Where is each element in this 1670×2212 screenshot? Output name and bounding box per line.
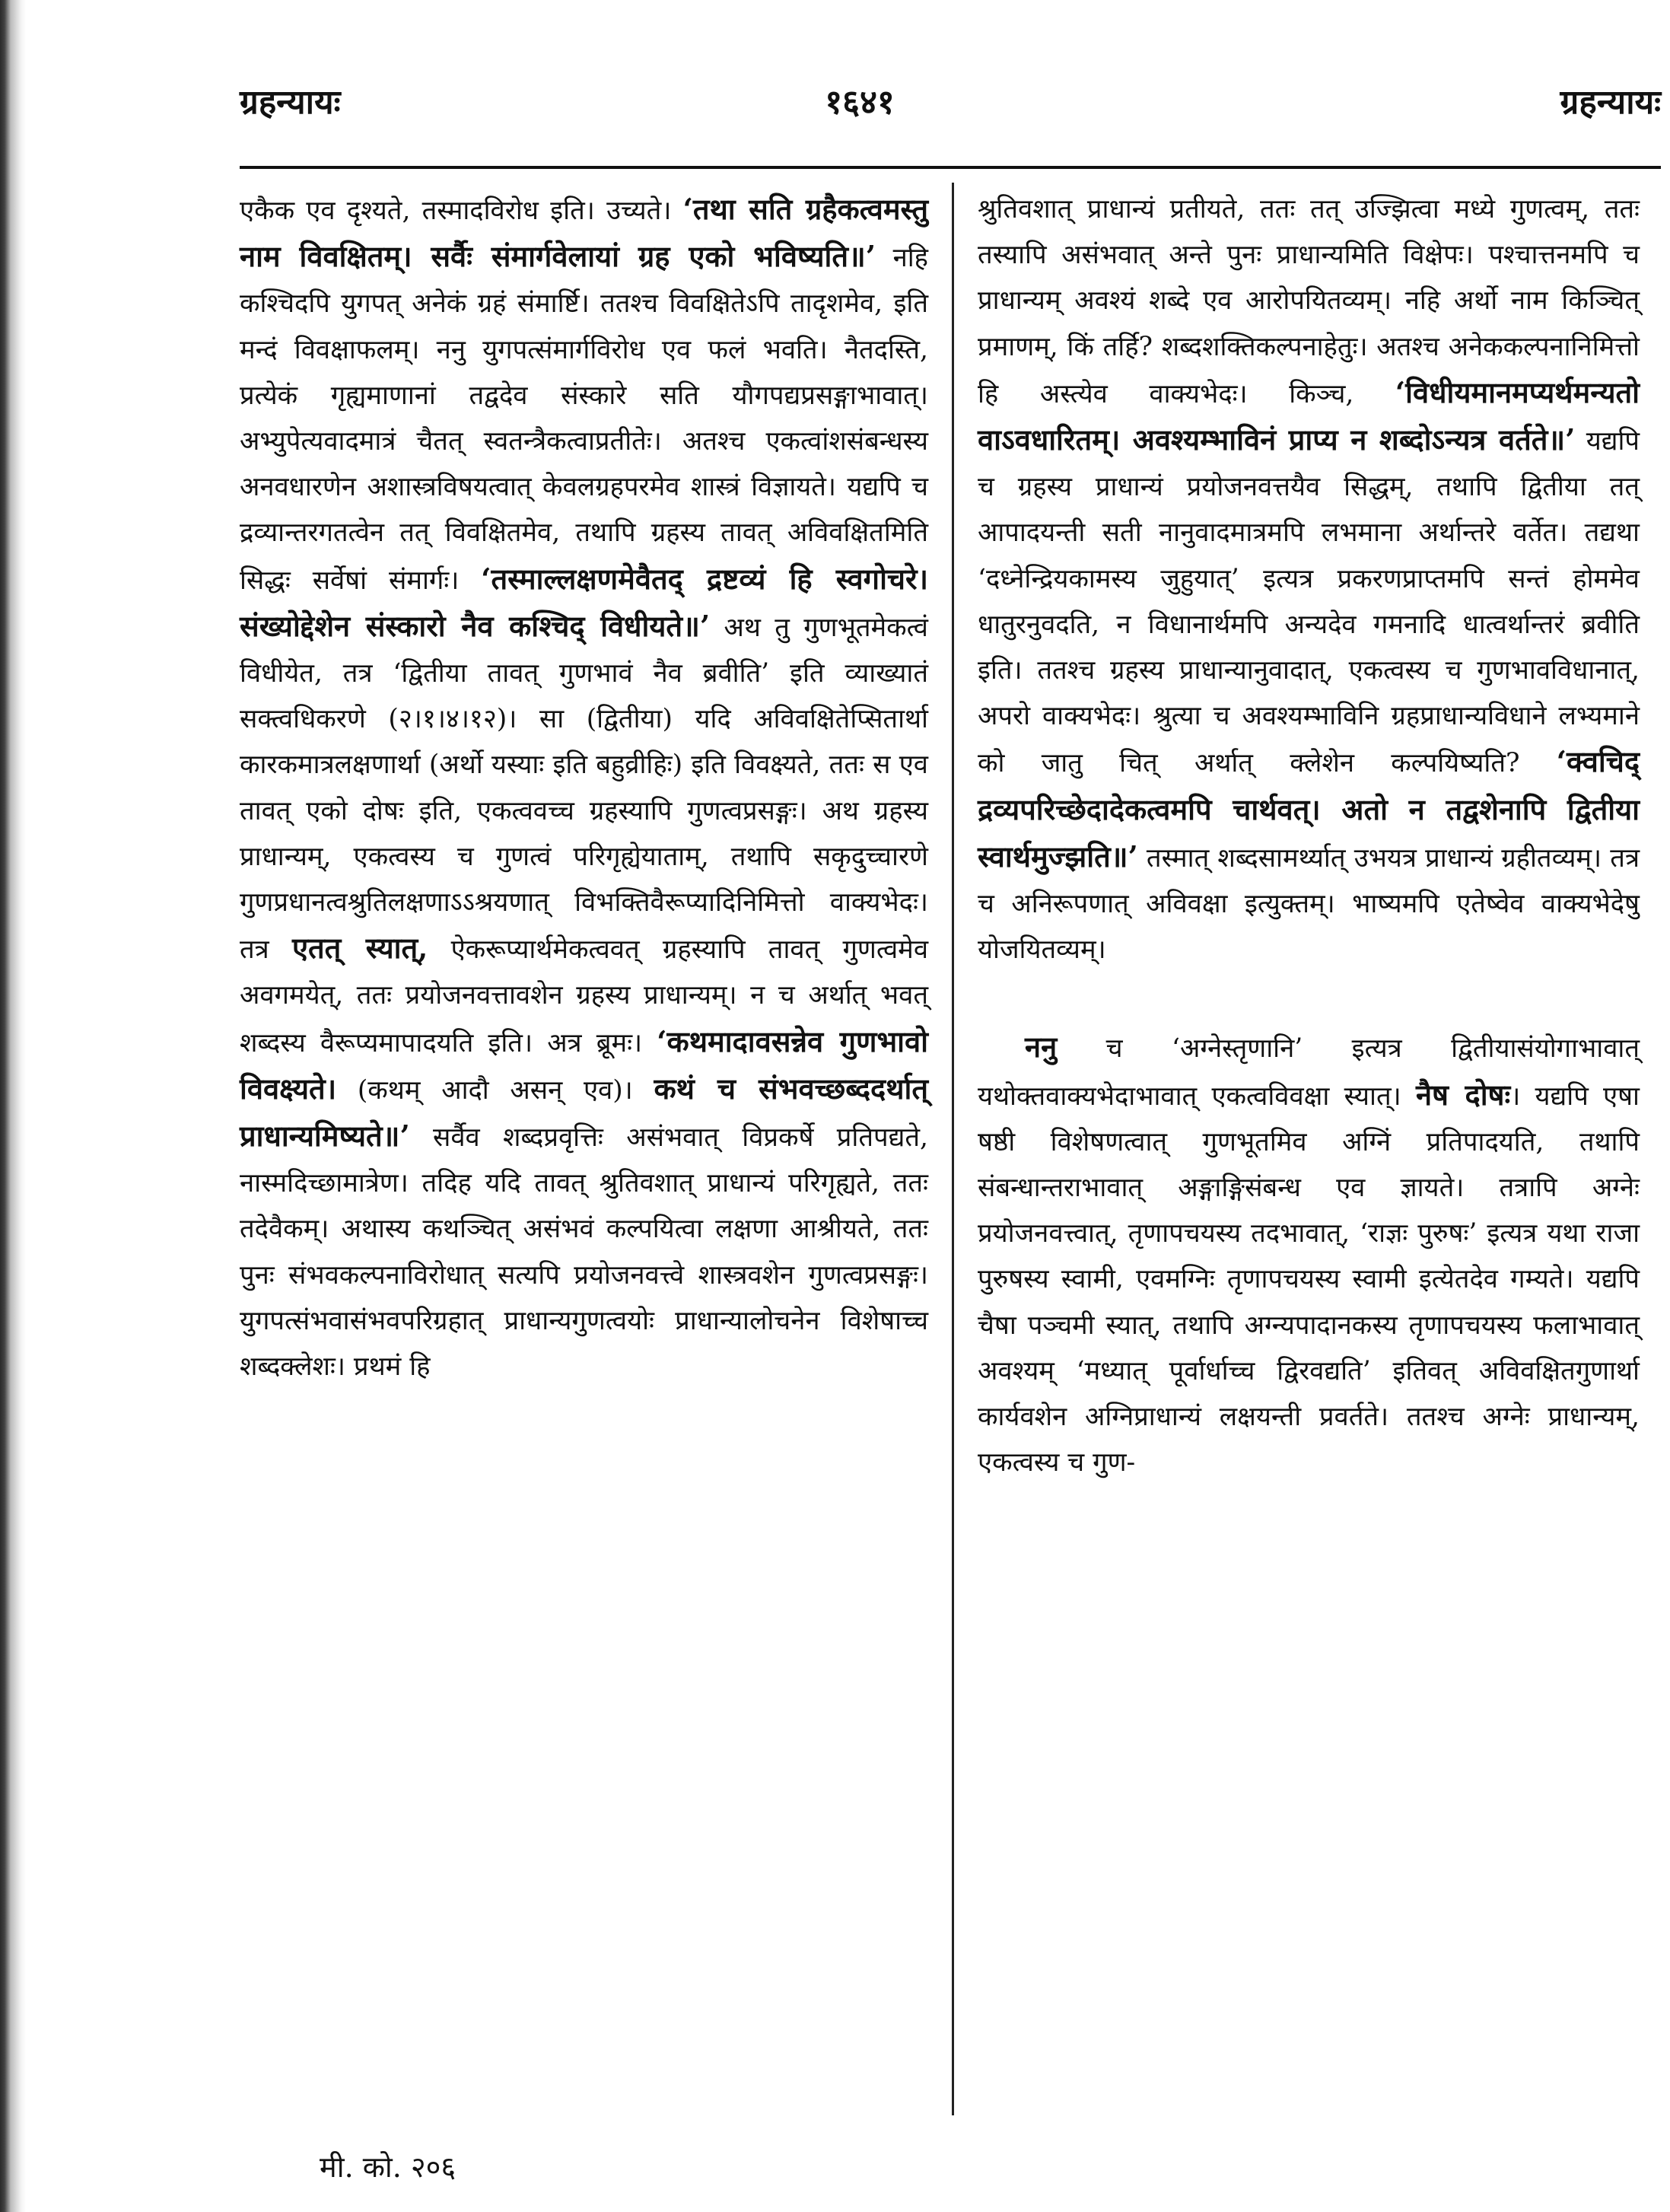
page-number: १६४१ xyxy=(825,83,895,122)
text-segment: सर्वैव शब्दप्रवृत्तिः असंभवात् विप्रकर्षे प्रतिपद्यते, नास्मदिच्छामात्रेण। तदिह यदि तावत् श्रुतिवशात् प्राधान्यं परिगृह्यते, ततः तदेवैकम्। अथास्य कथञ्चित् असंभवं कल्पयित्वा लक्षणा आश्रीयते, ततः पुनः संभवकल्पनाविरोधात् सत्यपि प्रयोजनवत्त्वे शास्त्रवशेन गुणत्वप्रसङ्गः। युगपत्संभवासंभवपरिग्रहात् प्राधान्यगुणत्वयोः प्राधान्यालोचनेन विशेषाच्च शब्दक्लेशः। प्रथमं हि xyxy=(240,1122,928,1383)
text-segment: एकैक एव दृश्यते, तस्मादविरोध इति। उच्यते। xyxy=(240,196,683,226)
header-rule xyxy=(240,166,1661,169)
verse-quote: ‘कथमादावसन्नेव गुणभावो विवक्ष्यते। xyxy=(240,1023,928,1106)
text-segment: तस्मात् शब्दसामर्थ्यात् उभयत्र प्राधान्यं ग्रहीतव्यम्। तत्र च अनिरूपणात् अविवक्षा इत्युक्तम्। भाष्यमपि एतेष्वेव वाक्यभेदेषु योजयितव्यम्। xyxy=(978,842,1640,966)
running-head-left: ग्रहन्यायः xyxy=(240,83,341,122)
text-segment: नहि कश्चिदपि युगपत् अनेकं ग्रहं संमार्ष्टि। ततश्च विवक्षितेऽपि तादृशमेव, इति मन्दं विवक्षाफलम्। ननु युगपत्संमार्गविरोध एव फलं भवति। नैतदस्ति, प्रत्येकं गृह्यमाणानां तद्वदेव संस्कारे सति यौगपद्यप्रसङ्गाभावात्। अभ्युपेत्यवादमात्रं चैतत् स्वतन्त्रैकत्वाप्रतीतेः। अतश्च एकत्वांशसंबन्धस्य अनवधारणेन अशास्त्रविषयत्वात् केवलग्रहपरमेव शास्त्रं विज्ञायते। यद्यपि च द्रव्यान्तरगतत्वेन तत् विवक्षितमेव, तथापि ग्रहस्य तावत् अविवक्षितमिति सिद्धः सर्वेषां संमार्गः। xyxy=(240,243,928,596)
text-segment: (कथम् आदौ असन् एव)। xyxy=(336,1074,654,1106)
text-segment: ऐकरूप्यार्थमेकत्ववत् ग्रहस्यापि तावत् गुणत्वमेव अवगमयेत्, ततः प्रयोजनवत्तावशेन ग्रहस्य प्राधान्यम्। न च अर्थात् भवत् शब्दस्य वैरूप्यमापादयति इति। अत्र ब्रूमः। xyxy=(240,934,928,1058)
binding-edge xyxy=(0,0,26,2212)
emphasis-phrase: नैष दोषः xyxy=(1415,1077,1511,1112)
text-segment: यद्यपि च ग्रहस्य प्राधान्यं प्रयोजनवत्तयैव सिद्धम्, तथापि द्वितीया तत् आपादयन्ती सती नानुवादमात्रमपि लभमाना अर्थान्तरे वर्तेत। तद्यथा ‘दध्नेन्द्रियकामस्य जुहुयात्’ इत्यत्र प्रकरणप्राप्तमपि सन्तं होममेव धातुरनुवदति, न विधानार्थमपि अन्यदेव गमनादि धात्वर्थान्तरं ब्रवीति इति। ततश्च ग्रहस्य प्राधान्यानुवादात्, एकत्वस्य च गुणभावविधानात्, अपरो वाक्यभेदः। श्रुत्या च अवश्यम्भाविनि ग्रहप्राधान्यविधाने लभ्यमाने को जातु चित् अर्थात् क्लेशेन कल्पयिष्यति? xyxy=(978,426,1640,779)
left-column xyxy=(240,186,928,1389)
text-segment: च ‘अग्नेस्तृणानि’ इत्यत्र द्वितीयासंयोगाभावात् यथोक्तवाक्यभेदाभावात् एकत्वविवक्षा स्यात्। xyxy=(978,1033,1640,1112)
column-divider xyxy=(952,183,954,2115)
verse-quote: ‘विधीयमानमप्यर्थमन्यतो वाऽवधारितम्। अवश्यम्भाविनं प्राप्य न शब्दोऽन्यत्र वर्तते॥’ xyxy=(978,374,1640,457)
right-column-paragraph-1 xyxy=(978,186,1640,972)
text-segment: अथ तु गुणभूतमेकत्वं विधीयेत, तत्र ‘द्वितीया तावत् गुणभावं नैव ब्रवीति’ इति व्याख्यातं सक्त्वधिकरणे (२।१।४।१२)। सा (द्वितीया) यदि अविवक्षितेप्सितार्था कारकमात्रलक्षणार्था (अर्थो यस्याः इति बहुव्रीहिः) इति विवक्ष्यते, ततः स एव तावत् एको दोषः इति, एकत्ववच्च ग्रहस्यापि गुणत्वप्रसङ्गः। अथ ग्रहस्य प्राधान्यम्, एकत्वस्य च गुणत्वं परिगृह्येयाताम्, तथापि सकृदुच्चारणे गुणप्रधानत्वश्रुतिलक्षणाऽऽश्रयणात् विभक्तिवैरूप्यादिनिमित्तो वाक्यभेदः। तत्र xyxy=(240,612,928,966)
text-segment: । यद्यपि एषा षष्ठी विशेषणत्वात् गुणभूतमिव अग्निं प्रतिपादयति, तथापि संबन्धान्तराभावात् अङ्गाङ्गिसंबन्ध एव ज्ञायते। तत्रापि अग्नेः प्रयोजनवत्त्वात्, तृणापचयस्य तदभावात्, ‘राज्ञः पुरुषः’ इत्यत्र यथा राजा पुरुषस्य स्वामी, एवमग्निः तृणापचयस्य स्वामी इत्येतदेव गम्यते। यद्यपि चैषा पञ्चमी स्यात्, तथापि अग्न्यपादानकस्य तृणापचयस्य फलाभावात् अवश्यम् ‘मध्यात् पूर्वार्धाच्च द्विरवद्यति’ इतिवत् अविवक्षितगुणार्था कार्यवशेन अग्निप्राधान्यं लक्षयन्ती प्रवर्तते। ततश्च अग्नेः प्राधान्यम्, एकत्वस्य च गुण- xyxy=(978,1081,1640,1478)
signature-mark: मी. को. २०६ xyxy=(320,2150,456,2184)
text-segment: श्रुतिवशात् प्राधान्यं प्रतीयते, ततः तत् उज्झित्वा मध्ये गुणत्वम्, ततः तस्यापि असंभवात् अन्ते पुनः प्राधान्यमिति विक्षेपः। पश्चात्तनमपि च प्राधान्यम् अवश्यं शब्दे एव आरोपयितव्यम्। नहि अर्थो नाम किञ्चित् प्रमाणम्, किं तर्हि? शब्दशक्तिकल्पनाहेतुः। अतश्च अनेककल्पनानिमित्तो हि अस्त्येव वाक्यभेदः। किञ्च, xyxy=(978,194,1640,409)
running-head-right: ग्रहन्यायः xyxy=(1560,83,1661,122)
emphasis-phrase: एतत् स्यात्, xyxy=(291,931,428,966)
verse-quote: ‘तथा सति ग्रहैकत्वमस्तु नाम विवक्षितम्। सर्वैः संमार्गवेलायां ग्रह एको भविष्यति॥’ xyxy=(240,192,928,274)
emphasis-phrase: ननु xyxy=(1025,1030,1058,1065)
verse-quote: कथं च संभवच्छब्ददर्थात् प्राधान्यमिष्यते॥’ xyxy=(240,1071,928,1154)
verse-quote: ‘तस्माल्लक्षणमेवैतद् द्रष्टव्यं हि स्वगोचरे। संख्योद्देशेन संस्कारो नैव कश्चिद् विधीयते॥’ xyxy=(240,561,928,643)
right-column xyxy=(978,186,1640,1485)
left-column-paragraph xyxy=(240,186,928,1389)
right-column-paragraph-2 xyxy=(978,1024,1640,1485)
verse-quote: ‘क्वचिद् द्रव्यपरिच्छेदादेकत्वमपि चार्थवत्। अतो न तद्वशेनापि द्वितीया स्वार्थमुज्झति॥’ xyxy=(978,744,1640,874)
